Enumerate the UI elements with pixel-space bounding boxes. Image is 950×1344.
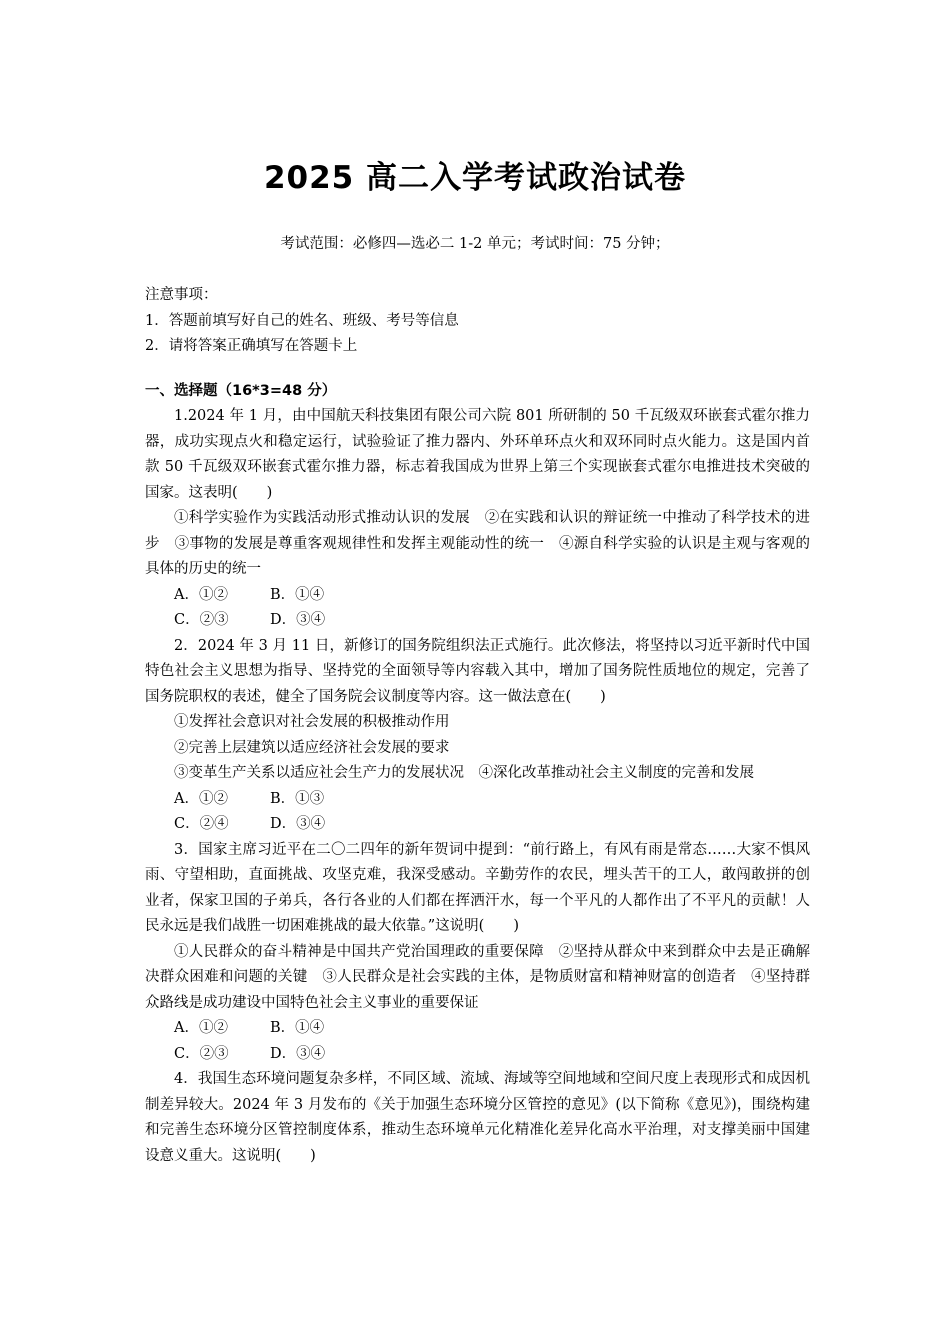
option-c: C．②③: [174, 612, 229, 628]
option-a: A．①②: [174, 586, 228, 603]
answer-options: [145, 608, 810, 634]
option-c: C．②④: [174, 816, 229, 832]
question-stem: 2．2024 年 3 月 11 日，新修订的国务院组织法正式施行。此次修法，将坚持以习近平新时代中国特色社会主义思想为指导、坚持党的全面领导等内容载入其中，增加了国务院性质地位的规定，完善了国务院职权的表述，健全了国务院会议制度等内容。这一做法意在( ): [145, 637, 810, 705]
question-stem: 4．我国生态环境问题复杂多样，不同区域、流域、海域等空间地域和空间尺度上表现形式和成因机制差异较大。2024 年 3 月发布的《关于加强生态环境分区管控的意见》(以下简称《意见》)，围绕构建和完善生态环境分区管控制度体系，推动生态环境单元化精准化差异化高水平治理，对支撑美丽中国建设意义重大。这说明( ): [145, 1071, 810, 1164]
question-stem: 3．国家主席习近平在二〇二四年的新年贺词中提到：“前行路上，有风有雨是常态……大家不惧风雨、守望相助，直面挑战、攻坚克难，我深受感动。辛勤劳作的农民，埋头苦干的工人，敢闯敢拼的创业者，保家卫国的子弟兵，各行各业的人们都在挥洒汗水，每一个平凡的人都作出了不平凡的贡献！人民永远是我们战胜一切困难挑战的最大依靠。”这说明( ): [145, 841, 810, 934]
exam-scope: 考试范围：必修四—选必二 1-2 单元；考试时间：75 分钟；: [280, 236, 670, 252]
question-list: [145, 404, 810, 1169]
option-b: B．①④: [270, 586, 325, 603]
option-b: B．①④: [270, 1020, 325, 1036]
question-statement: ③变革生产关系以适应社会生产力的发展状况 ④深化改革推动社会主义制度的完善和发展: [174, 765, 754, 781]
question-statement: ①发挥社会意识对社会发展的积极推动作用: [174, 714, 450, 730]
answer-options: [145, 1016, 810, 1042]
option-b: B．①③: [270, 790, 325, 807]
notice-block: [145, 283, 810, 360]
section-heading: 一、选择题（16*3=48 分）: [145, 383, 337, 399]
answer-options: [145, 812, 810, 838]
option-a: A．①②: [174, 790, 228, 807]
option-a: A．①②: [174, 1020, 228, 1036]
question-statements: ①科学实验作为实践活动形式推动认识的发展 ②在实践和认识的辩证统一中推动了科学技术的进步 ③事物的发展是尊重客观规律性和发挥主观能动性的统一 ④源自科学实验的认识是主观与客观的具体的历史的统一: [145, 510, 810, 577]
notice-heading: 注意事项：: [145, 287, 218, 303]
answer-options: [145, 787, 810, 813]
option-c: C．②③: [174, 1045, 229, 1062]
question-statements: ①人民群众的奋斗精神是中国共产党治国理政的重要保障 ②坚持从群众中来到群众中去是正确解决群众困难和问题的关键 ③人民群众是社会实践的主体，是物质财富和精神财富的创造者 ④坚持群众路线是成功建设中国特色社会主义事业的重要保证: [145, 943, 810, 1011]
option-d: D．③④: [270, 816, 326, 832]
option-d: D．③④: [270, 612, 326, 628]
option-d: D．③④: [270, 1045, 326, 1062]
page-title: 2025 高二入学考试政治试卷: [263, 160, 687, 196]
question-stem: 1.2024 年 1 月，由中国航天科技集团有限公司六院 801 所研制的 50 千瓦级双环嵌套式霍尔推力器，成功实现点火和稳定运行，试验验证了推力器内、外环单环点火和双环同时点火能力。这是国内首款 50 千瓦级双环嵌套式霍尔推力器，标志着我国成为世界上第三个实现嵌套式霍尔电推进技术突破的国家。这表明( ): [145, 408, 810, 501]
notice-item: 1．答题前填写好自己的姓名、班级、考号等信息: [145, 312, 459, 329]
question-statement: ②完善上层建筑以适应经济社会发展的要求: [174, 739, 450, 756]
answer-options: [145, 583, 810, 609]
notice-item: 2．请将答案正确填写在答题卡上: [145, 338, 358, 354]
answer-options: [145, 1042, 810, 1068]
